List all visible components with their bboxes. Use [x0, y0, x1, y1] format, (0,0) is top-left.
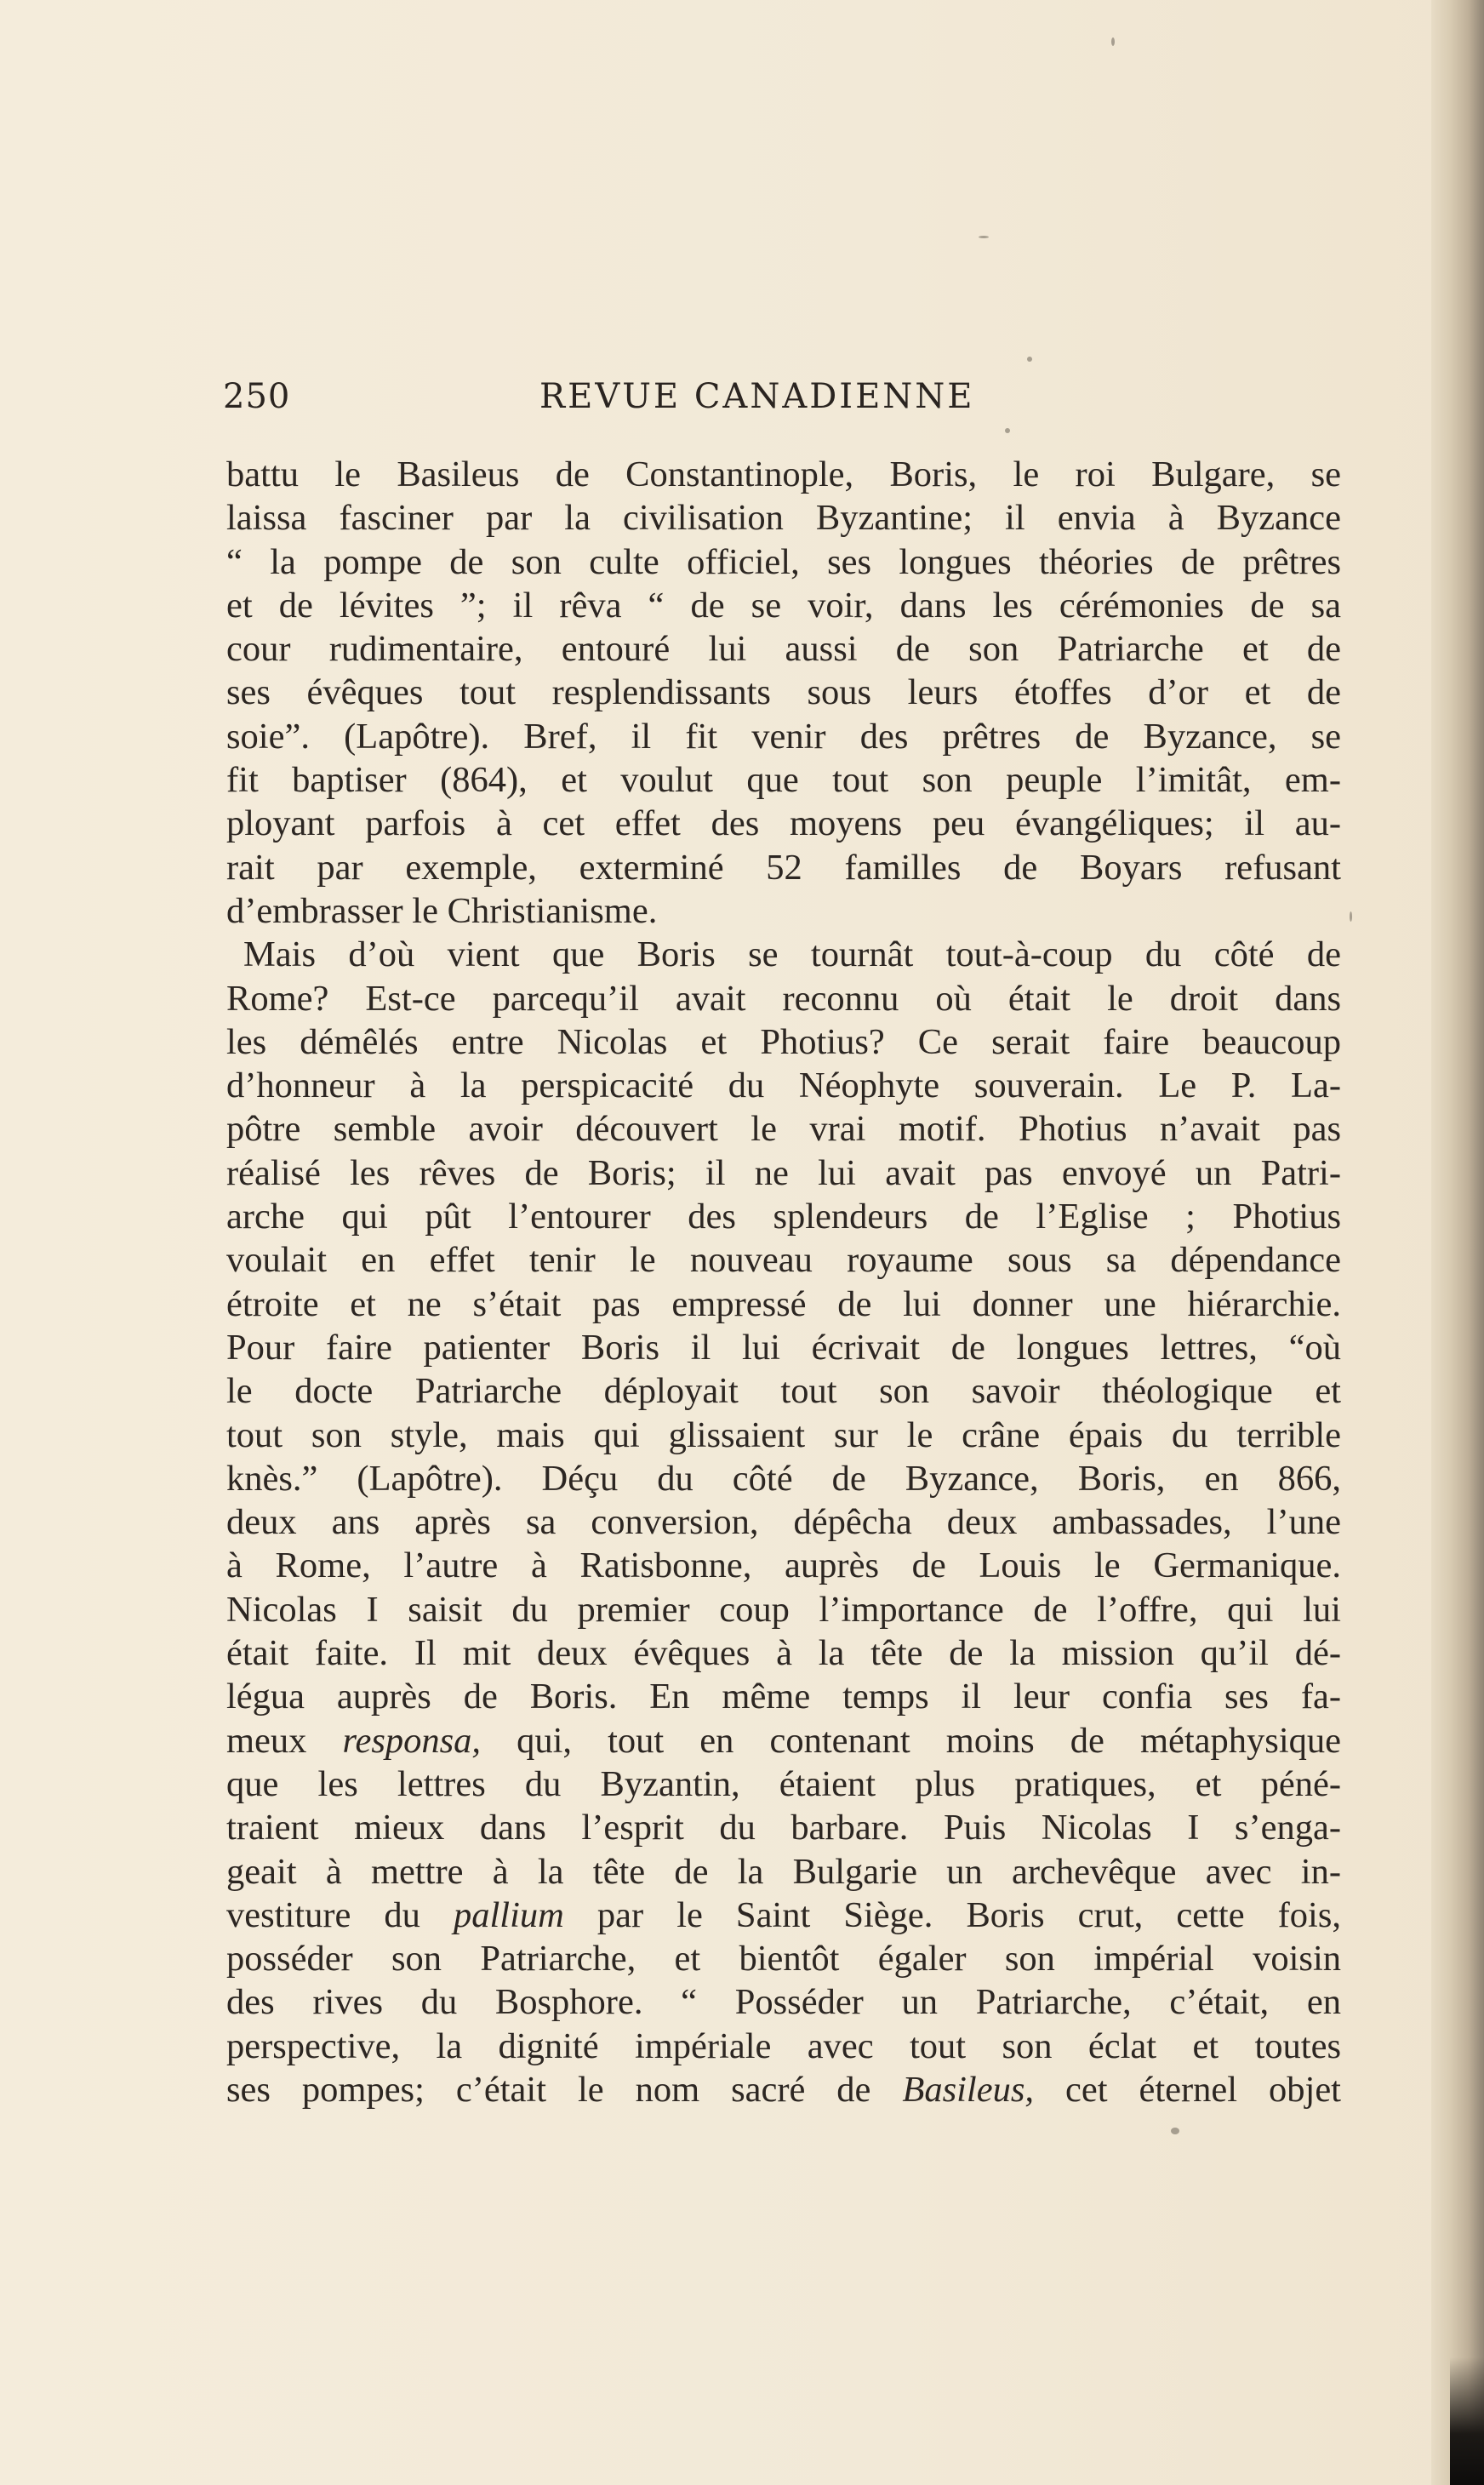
- paper-speck: [1350, 911, 1352, 922]
- text-line: Pour faire patienter Boris il lui écrivait de longues lettres, “où: [226, 1327, 1341, 1368]
- text-line: ses évêques tout resplendissants sous leurs étoffes d’or et de: [226, 672, 1341, 713]
- text-segment: qui, tout en contenant moins de métaphysique: [481, 1720, 1341, 1761]
- text-segment: meux: [226, 1720, 343, 1761]
- paper-speck: [1171, 2128, 1179, 2134]
- italic-term: Basileus,: [902, 2069, 1035, 2110]
- italic-term: pallium: [453, 1894, 564, 1935]
- text-line: Nicolas I saisit du premier coup l’importance de l’offre, qui lui: [226, 1589, 1341, 1630]
- text-line: le docte Patriarche déployait tout son savoir théologique et: [226, 1371, 1341, 1412]
- page-number: 250: [223, 377, 291, 416]
- text-line: cour rudimentaire, entouré lui aussi de son Patriarche et de: [226, 629, 1341, 670]
- text-line: légua auprès de Boris. En même temps il leur confia ses fa-: [226, 1677, 1341, 1717]
- text-line: tout son style, mais qui glissaient sur le crâne épais du terrible: [226, 1414, 1341, 1455]
- text-line: Rome? Est-ce parcequ’il avait reconnu où était le droit dans: [226, 978, 1341, 1019]
- text-line-with-italic: [226, 1719, 1341, 1762]
- text-line: posséder son Patriarche, et bientôt égaler son impérial voisin: [226, 1939, 1341, 1979]
- text-segment: vestiture du: [226, 1894, 454, 1935]
- text-line: laissa fasciner par la civilisation Byzantine; il envia à Byzance: [226, 498, 1341, 539]
- text-line: arche qui pût l’entourer des splendeurs de l’Eglise ; Photius: [226, 1197, 1341, 1237]
- text-line: voulait en effet tenir le nouveau royaume sous sa dépendance: [226, 1240, 1341, 1281]
- text-line: “ la pompe de son culte officiel, ses longues théories de prêtres: [226, 541, 1341, 582]
- text-line-with-italic: [226, 2068, 1341, 2111]
- text-segment: cet éternel objet: [1034, 2069, 1341, 2110]
- text-line: et de lévites ”; il rêva “ de se voir, dans les cérémonies de sa: [226, 585, 1341, 626]
- text-line-paragraph-end: d’embrasser le Christianisme.: [226, 890, 658, 931]
- text-segment: par le Saint Siège. Boris crut, cette fois,: [563, 1894, 1341, 1935]
- text-line-with-italic: [226, 1894, 1341, 1937]
- paper-speck: [1005, 428, 1010, 433]
- text-line: que les lettres du Byzantin, étaient plus pratiques, et péné-: [226, 1763, 1341, 1804]
- text-line: battu le Basileus de Constantinople, Boris, le roi Bulgare, se: [226, 454, 1341, 494]
- paper-speck: [1027, 357, 1032, 362]
- running-title: REVUE CANADIENNE: [539, 377, 975, 416]
- body-text: [226, 453, 1341, 2111]
- text-line: étroite et ne s’était pas empressé de lui donner une hiérarchie.: [226, 1283, 1341, 1324]
- text-line: perspective, la dignité impériale avec tout son éclat et toutes: [226, 2025, 1341, 2066]
- paper-speck: [1111, 37, 1115, 46]
- text-line: knès.” (Lapôtre). Déçu du côté de Byzance, Boris, en 866,: [226, 1458, 1341, 1499]
- text-segment: ses pompes; c’était le nom sacré de: [226, 2069, 903, 2110]
- text-line: traient mieux dans l’esprit du barbare. Puis Nicolas I s’enga-: [226, 1808, 1341, 1848]
- text-line: ployant parfois à cet effet des moyens peu évangéliques; il au-: [226, 803, 1341, 844]
- page-gutter-shadow: [1431, 0, 1484, 2485]
- text-line: d’honneur à la perspicacité du Néophyte souverain. Le P. La-: [226, 1065, 1341, 1106]
- text-line: fit baptiser (864), et voulut que tout son peuple l’imitât, em-: [226, 760, 1341, 801]
- text-line: à Rome, l’autre à Ratisbonne, auprès de Louis le Germanique.: [226, 1545, 1341, 1586]
- text-line: pôtre semble avoir découvert le vrai motif. Photius n’avait pas: [226, 1109, 1341, 1150]
- text-line: était faite. Il mit deux évêques à la tête de la mission qu’il dé-: [226, 1633, 1341, 1674]
- italic-term: responsa,: [342, 1720, 482, 1761]
- text-line: soie”. (Lapôtre). Bref, il fit venir des prêtres de Byzance, se: [226, 716, 1341, 757]
- text-line: les démêlés entre Nicolas et Photius? Ce serait faire beaucoup: [226, 1021, 1341, 1062]
- text-line: rait par exemple, exterminé 52 familles de Boyars refusant: [226, 847, 1341, 888]
- text-line: geait à mettre à la tête de la Bulgarie un archevêque avec in-: [226, 1851, 1341, 1892]
- page-corner-shadow: [1450, 2357, 1484, 2485]
- text-line: réalisé les rêves de Boris; il ne lui avait pas envoyé un Patri-: [226, 1152, 1341, 1193]
- text-line-paragraph-start: Mais d’où vient que Boris se tournât tout-à-coup du côté de: [243, 934, 1341, 975]
- running-header: [223, 371, 1014, 422]
- text-line: des rives du Bosphore. “ Posséder un Patriarche, c’était, en: [226, 1982, 1341, 2023]
- text-line: deux ans après sa conversion, dépêcha deux ambassades, l’une: [226, 1502, 1341, 1543]
- paper-speck: [979, 236, 989, 238]
